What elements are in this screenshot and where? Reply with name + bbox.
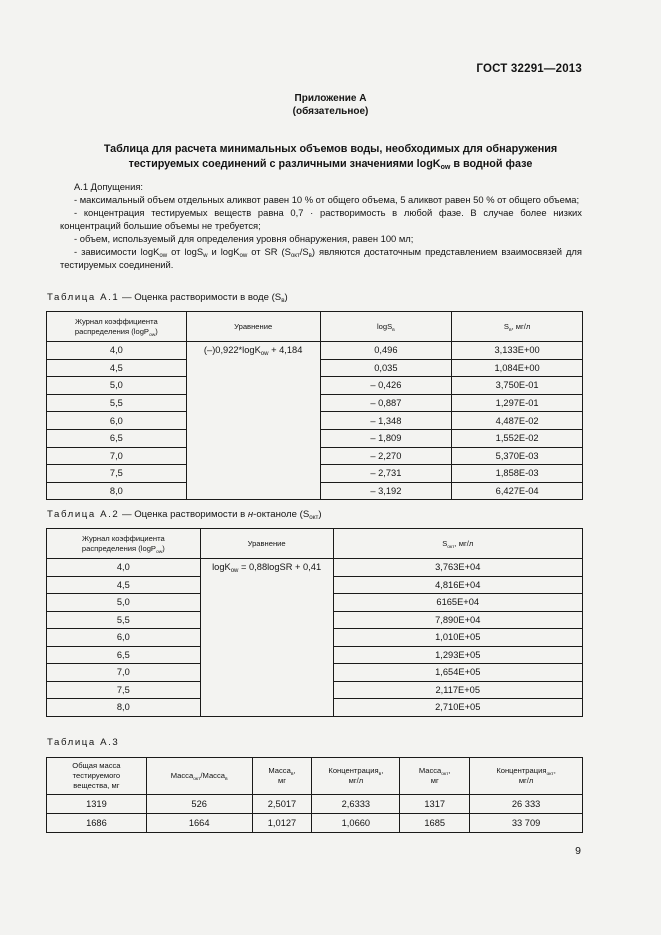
cell-solubility: 2,710E+05 (333, 699, 583, 717)
cell-total-mass: 1686 (47, 814, 147, 833)
cell-log-coefficient: 4,5 (47, 576, 201, 594)
cell-log-coefficient: 8,0 (47, 699, 201, 717)
column-header-equation: Уравнение (186, 312, 320, 342)
cell-log-coefficient: 6,0 (47, 629, 201, 647)
cell-solubility: 1,297E-01 (452, 394, 583, 412)
column-header-mass-ratio: Масса$_{окт}$/Масса$_в$ (146, 758, 252, 795)
cell-solubility: 1,293E+05 (333, 646, 583, 664)
cell-log-coefficient: 5,5 (47, 611, 201, 629)
column-header-log-coefficient: Журнал коэффициента распределения (logP$_{ow}$) (47, 312, 187, 342)
column-header-logs: logS$_в$ (320, 312, 452, 342)
cell-log-coefficient: 7,0 (47, 447, 187, 465)
cell-solubility: 6,427E-04 (452, 482, 583, 500)
cell-solubility: 1,010E+05 (333, 629, 583, 647)
column-header-mass-octanol: Масса$_{окт}$, мг (400, 758, 470, 795)
cell-solubility: 3,763E+04 (333, 559, 583, 577)
cell-logs: – 3,192 (320, 482, 452, 500)
cell-logs: – 2,731 (320, 465, 452, 483)
cell-solubility: 3,750E-01 (452, 377, 583, 395)
table1-caption: Таблица А.1 — Оценка растворимости в воде $(S_в)$ (47, 292, 288, 304)
table-row (47, 559, 583, 577)
cell-total-mass: 1319 (47, 795, 147, 814)
cell-solubility: 2,117E+05 (333, 681, 583, 699)
cell-solubility: 1,552E-02 (452, 429, 583, 447)
cell-log-coefficient: 4,0 (47, 342, 187, 360)
table-a1 (46, 311, 583, 500)
main-title-line2: тестируемых соединений с различными значениями logK$_{ow}$ в водной фазе (128, 157, 533, 171)
table-header-row (47, 312, 583, 342)
appendix-subtitle: (обязательное) (292, 106, 369, 117)
cell-logs: – 1,809 (320, 429, 452, 447)
main-title (0, 142, 661, 171)
cell-log-coefficient: 7,5 (47, 465, 187, 483)
cell-concentration-octanol: 33 709 (470, 814, 583, 833)
cell-solubility: 1,858E-03 (452, 465, 583, 483)
cell-mass-ratio: 1664 (146, 814, 252, 833)
column-header-solubility: $S_{окт}$, мг/л (333, 529, 583, 559)
cell-log-coefficient: 6,5 (47, 429, 187, 447)
appendix-heading (0, 92, 661, 118)
assumption-item: - зависимости logK$_{ow}$ от logS$_w$ и logK$_{ow}$ от SR $(S_{окт}/S_в)$ являются достаточным представлением взаимосвязей для тестируемых соединений. (60, 246, 582, 270)
cell-logs: 0,496 (320, 342, 452, 360)
cell-equation: (–)0,922*logK$_{ow}$ + 4,184 (186, 342, 320, 500)
assumption-item: - максимальный объем отдельных аликвот равен 10 % от общего объема, 5 аликвот равен 50 % от общего объема; (74, 194, 580, 205)
cell-logs: – 0,426 (320, 377, 452, 395)
cell-mass-octanol: 1685 (400, 814, 470, 833)
column-header-log-coefficient: Журнал коэффициента распределения (logP$_{ow}$) (47, 529, 201, 559)
table-row (47, 795, 583, 814)
cell-equation: logK$_{ow}$ = 0,88logSR + 0,41 (200, 559, 333, 717)
cell-solubility: 7,890E+04 (333, 611, 583, 629)
cell-log-coefficient: 5,0 (47, 594, 201, 612)
assumption-item: - концентрация тестируемых веществ равна 0,7 · растворимость в любой фазе. В случае более низких концентраций большие объемы не требуется; (60, 207, 582, 231)
cell-log-coefficient: 8,0 (47, 482, 187, 500)
cell-log-coefficient: 6,5 (47, 646, 201, 664)
cell-mass-ratio: 526 (146, 795, 252, 814)
cell-concentration-octanol: 26 333 (470, 795, 583, 814)
cell-log-coefficient: 4,0 (47, 559, 201, 577)
cell-concentration-water: 1,0660 (312, 814, 400, 833)
column-header-equation: Уравнение (200, 529, 333, 559)
cell-log-coefficient: 6,0 (47, 412, 187, 430)
assumptions-heading: А.1 Допущения: (74, 181, 144, 192)
cell-logs: – 1,348 (320, 412, 452, 430)
cell-mass-octanol: 1317 (400, 795, 470, 814)
column-header-mass-water: Масса$_в$, мг (252, 758, 312, 795)
cell-solubility: 6165E+04 (333, 594, 583, 612)
assumptions-block (60, 180, 582, 271)
table-a3 (46, 757, 583, 833)
assumption-item: - объем, используемый для определения уровня обнаружения, равен 100 мл; (74, 233, 414, 244)
cell-solubility: 5,370E-03 (452, 447, 583, 465)
document-code: ГОСТ 32291—2013 (476, 63, 582, 75)
table-header-row (47, 529, 583, 559)
table-row (47, 342, 583, 360)
table-row (47, 814, 583, 833)
cell-log-coefficient: 7,0 (47, 664, 201, 682)
cell-log-coefficient: 5,0 (47, 377, 187, 395)
cell-logs: – 2,270 (320, 447, 452, 465)
cell-mass-water: 2,5017 (252, 795, 312, 814)
table2-caption: Таблица А.2 — Оценка растворимости в н-октаноле $(S_{окт})$ (47, 509, 322, 521)
cell-concentration-water: 2,6333 (312, 795, 400, 814)
column-header-solubility: $S_в$, мг/л (452, 312, 583, 342)
cell-mass-water: 1,0127 (252, 814, 312, 833)
table3-caption: Таблица А.3 (47, 737, 120, 748)
appendix-title: Приложение А (294, 93, 367, 104)
cell-log-coefficient: 5,5 (47, 394, 187, 412)
page-number: 9 (575, 845, 581, 857)
cell-log-coefficient: 7,5 (47, 681, 201, 699)
cell-solubility: 4,816E+04 (333, 576, 583, 594)
cell-logs: – 0,887 (320, 394, 452, 412)
cell-solubility: 1,084E+00 (452, 359, 583, 377)
main-title-line1: Таблица для расчета минимальных объемов воды, необходимых для обнаружения (103, 143, 558, 155)
table-header-row (47, 758, 583, 795)
cell-solubility: 4,487E-02 (452, 412, 583, 430)
column-header-total-mass: Общая масса тестируемого вещества, мг (47, 758, 147, 795)
cell-solubility: 1,654E+05 (333, 664, 583, 682)
cell-log-coefficient: 4,5 (47, 359, 187, 377)
cell-solubility: 3,133E+00 (452, 342, 583, 360)
cell-logs: 0,035 (320, 359, 452, 377)
table-a2 (46, 528, 583, 717)
column-header-concentration-octanol: Концентрация$_{окт}$, мг/л (470, 758, 583, 795)
column-header-concentration-water: Концентрация$_в$, мг/л (312, 758, 400, 795)
